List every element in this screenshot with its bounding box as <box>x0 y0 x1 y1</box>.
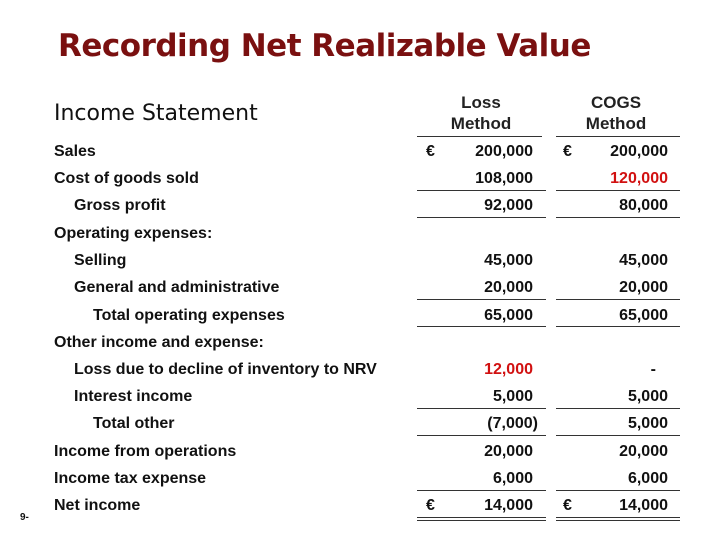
row-label: Cost of goods sold <box>54 170 199 187</box>
row-label: Total operating expenses <box>93 307 285 324</box>
row-label: Interest income <box>74 388 193 405</box>
table-row-income-from-operations <box>0 438 720 465</box>
section-label: Other income and expense: <box>54 334 264 351</box>
row-label: Sales <box>54 143 96 160</box>
loss-value: 5,000 <box>492 388 533 405</box>
total-double-rule <box>556 517 680 518</box>
row-label: Income tax expense <box>54 470 207 487</box>
loss-value: 14,000 <box>484 497 533 514</box>
currency-symbol: € <box>426 143 435 160</box>
loss-value: 200,000 <box>475 143 533 160</box>
cogs-value: 6,000 <box>627 470 668 487</box>
cogs-value: 45,000 <box>619 252 668 269</box>
loss-method-header <box>416 92 546 134</box>
subtotal-rule <box>417 435 546 436</box>
cogs-method-header-label: COGS Method <box>585 93 647 133</box>
row-label: Loss due to decline of inventory to NRV <box>74 361 377 378</box>
table-row-sales <box>0 138 720 165</box>
row-label: Selling <box>74 252 127 269</box>
cogs-value: - <box>650 361 656 378</box>
loss-method-header-label: Loss Method <box>450 93 512 133</box>
loss-value: 6,000 <box>492 470 533 487</box>
subtotal-rule <box>417 299 546 300</box>
subtotal-rule <box>556 217 680 218</box>
cogs-value: 65,000 <box>619 307 668 324</box>
subtotal-rule <box>556 326 680 327</box>
cogs-value: 5,000 <box>627 388 668 405</box>
subtotal-rule <box>556 408 680 409</box>
row-label: Income from operations <box>54 443 237 460</box>
table-row-other-income-header <box>0 329 720 356</box>
statement-title: Income Statement <box>54 101 258 126</box>
loss-value: 20,000 <box>484 279 533 296</box>
table-row-operating-expenses-header <box>0 220 720 247</box>
loss-value: 65,000 <box>484 307 533 324</box>
cogs-value: 20,000 <box>619 443 668 460</box>
subtotal-rule <box>417 490 546 491</box>
subtotal-rule <box>556 435 680 436</box>
table-row-total-operating-expenses <box>0 302 720 329</box>
table-row-total-other <box>0 410 720 437</box>
loss-value: 20,000 <box>484 443 533 460</box>
subtotal-rule <box>556 299 680 300</box>
subtotal-rule <box>417 408 546 409</box>
total-double-rule <box>417 517 546 518</box>
subtotal-rule <box>417 190 546 191</box>
table-row-loss-decline-nrv <box>0 356 720 383</box>
subtotal-rule <box>556 490 680 491</box>
section-label: Operating expenses: <box>54 225 213 242</box>
slide-title: Recording Net Realizable Value <box>58 28 591 64</box>
cogs-value: 20,000 <box>619 279 668 296</box>
table-row-cost-of-goods-sold <box>0 165 720 192</box>
table-row-general-administrative <box>0 274 720 301</box>
loss-header-rule <box>417 136 542 137</box>
total-double-rule <box>417 520 546 521</box>
row-label: Net income <box>54 497 141 514</box>
row-label: General and administrative <box>74 279 280 296</box>
cogs-header-rule <box>556 136 680 137</box>
cogs-value: 80,000 <box>619 197 668 214</box>
loss-value-highlighted: 12,000 <box>484 361 533 378</box>
table-row-income-tax-expense <box>0 465 720 492</box>
loss-value: 92,000 <box>484 197 533 214</box>
loss-value: 108,000 <box>475 170 533 187</box>
slide-number: 9- <box>20 512 29 523</box>
table-row-selling <box>0 247 720 274</box>
row-label: Total other <box>93 415 175 432</box>
cogs-value: 14,000 <box>619 497 668 514</box>
total-double-rule <box>556 520 680 521</box>
table-row-gross-profit <box>0 192 720 219</box>
table-row-net-income <box>0 492 720 519</box>
cogs-value: 5,000 <box>627 415 668 432</box>
cogs-method-header <box>551 92 681 134</box>
subtotal-rule <box>417 326 546 327</box>
table-row-interest-income <box>0 383 720 410</box>
subtotal-rule <box>556 190 680 191</box>
currency-symbol: € <box>563 143 572 160</box>
subtotal-rule <box>417 217 546 218</box>
row-label: Gross profit <box>74 197 166 214</box>
loss-value: 45,000 <box>484 252 533 269</box>
cogs-value-highlighted: 120,000 <box>610 170 668 187</box>
currency-symbol: € <box>563 497 572 514</box>
loss-value: (7,000) <box>487 415 538 432</box>
currency-symbol: € <box>426 497 435 514</box>
cogs-value: 200,000 <box>610 143 668 160</box>
